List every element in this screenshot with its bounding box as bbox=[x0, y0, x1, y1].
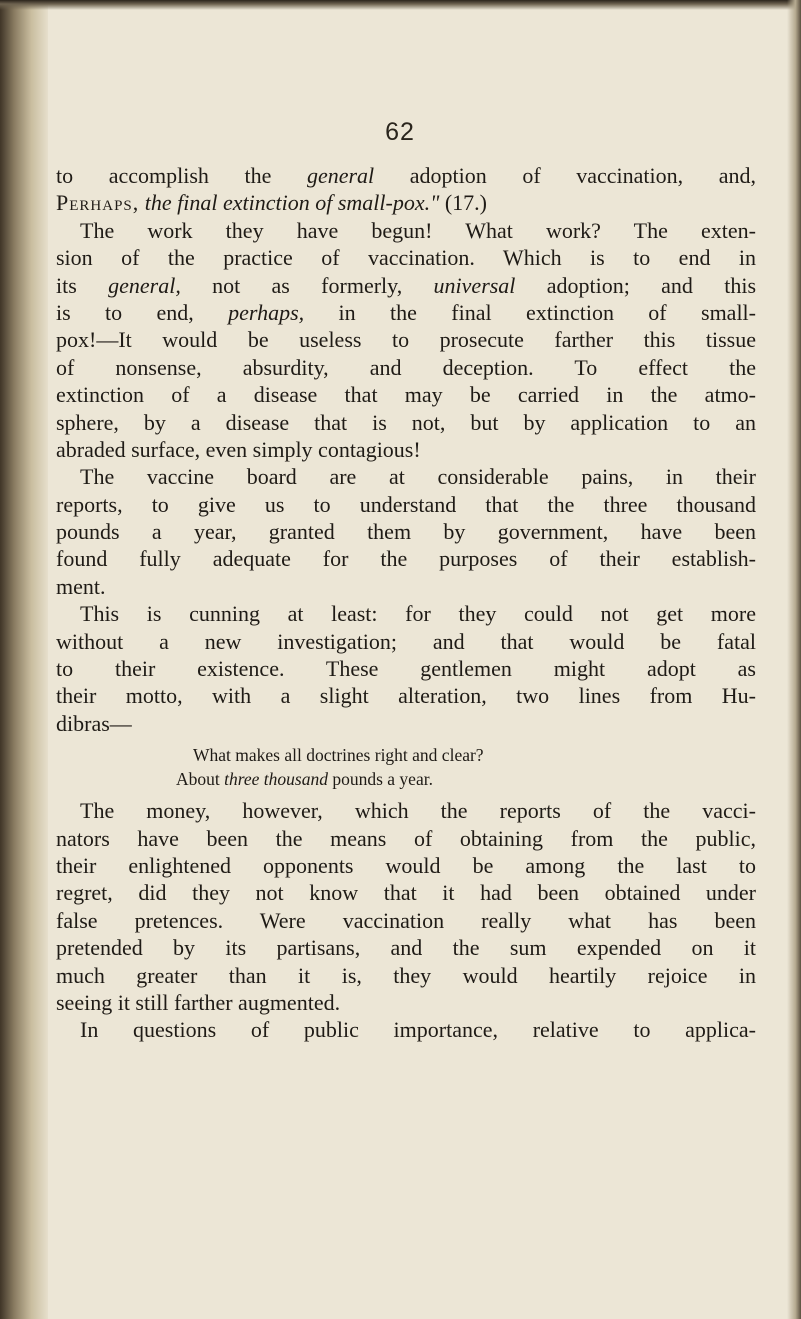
text-line: their motto, with a slight alteration, two lines from Hu- bbox=[56, 683, 756, 709]
paragraph-start: The work they have begun! What work? The exten- bbox=[80, 217, 756, 243]
text-line: reports, to give us to understand that the three thousand bbox=[56, 491, 756, 517]
text-line: dibras— bbox=[56, 710, 132, 736]
text-line: nators have been the means of obtaining from the public, bbox=[56, 825, 756, 851]
paragraph-start: The money, however, which the reports of the vacci- bbox=[80, 798, 756, 824]
text-line: regret, did they not know that it had been obtained under bbox=[56, 880, 756, 906]
text-line: sion of the practice of vaccination. Which is to end in bbox=[56, 245, 756, 271]
text-line: their enlightened opponents would be among the last to bbox=[56, 852, 756, 878]
text-line: found fully adequate for the purposes of their establish- bbox=[56, 546, 756, 572]
body-text bbox=[56, 162, 756, 1044]
paragraph-start: This is cunning at least: for they could not get more bbox=[80, 601, 756, 627]
page-number: 62 bbox=[385, 118, 415, 146]
text-line: ment. bbox=[56, 573, 106, 599]
text-line: false pretences. Were vaccination really what has been bbox=[56, 907, 756, 933]
text-line: abraded surface, even simply contagious! bbox=[56, 436, 421, 462]
text-line: much greater than it is, they would heartily rejoice in bbox=[56, 962, 756, 988]
text-line: its general, not as formerly, universal adoption; and this bbox=[56, 272, 757, 298]
text-line: to their existence. These gentlemen might adopt as bbox=[56, 656, 756, 682]
paragraph-start: In questions of public importance, relative to applica- bbox=[80, 1017, 756, 1043]
text-line: extinction of a disease that may be carried in the atmo- bbox=[56, 382, 756, 408]
text-line: pounds a year, granted them by government, have been bbox=[56, 519, 756, 545]
text-line: is to end, perhaps, in the final extinction of small- bbox=[56, 299, 756, 325]
text-line: of nonsense, absurdity, and deception. To effect the bbox=[56, 354, 756, 380]
text-line: Perhaps, the final extinction of small-pox." (17.) bbox=[56, 190, 487, 216]
text-line: without a new investigation; and that would be fatal bbox=[56, 628, 756, 654]
text-line: pox!—It would be useless to prosecute farther this tissue bbox=[56, 327, 756, 353]
paragraph-start: The vaccine board are at considerable pains, in their bbox=[80, 464, 756, 490]
verse-quote-line: About three thousand pounds a year. bbox=[176, 769, 433, 790]
text-line: to accomplish the general adoption of vaccination, and, bbox=[56, 163, 757, 188]
text-line: sphere, by a disease that is not, but by application to an bbox=[56, 409, 756, 435]
text-line: pretended by its partisans, and the sum expended on it bbox=[56, 935, 756, 961]
verse-quote-line: What makes all doctrines right and clear? bbox=[193, 745, 484, 766]
text-line: seeing it still farther augmented. bbox=[56, 989, 341, 1015]
